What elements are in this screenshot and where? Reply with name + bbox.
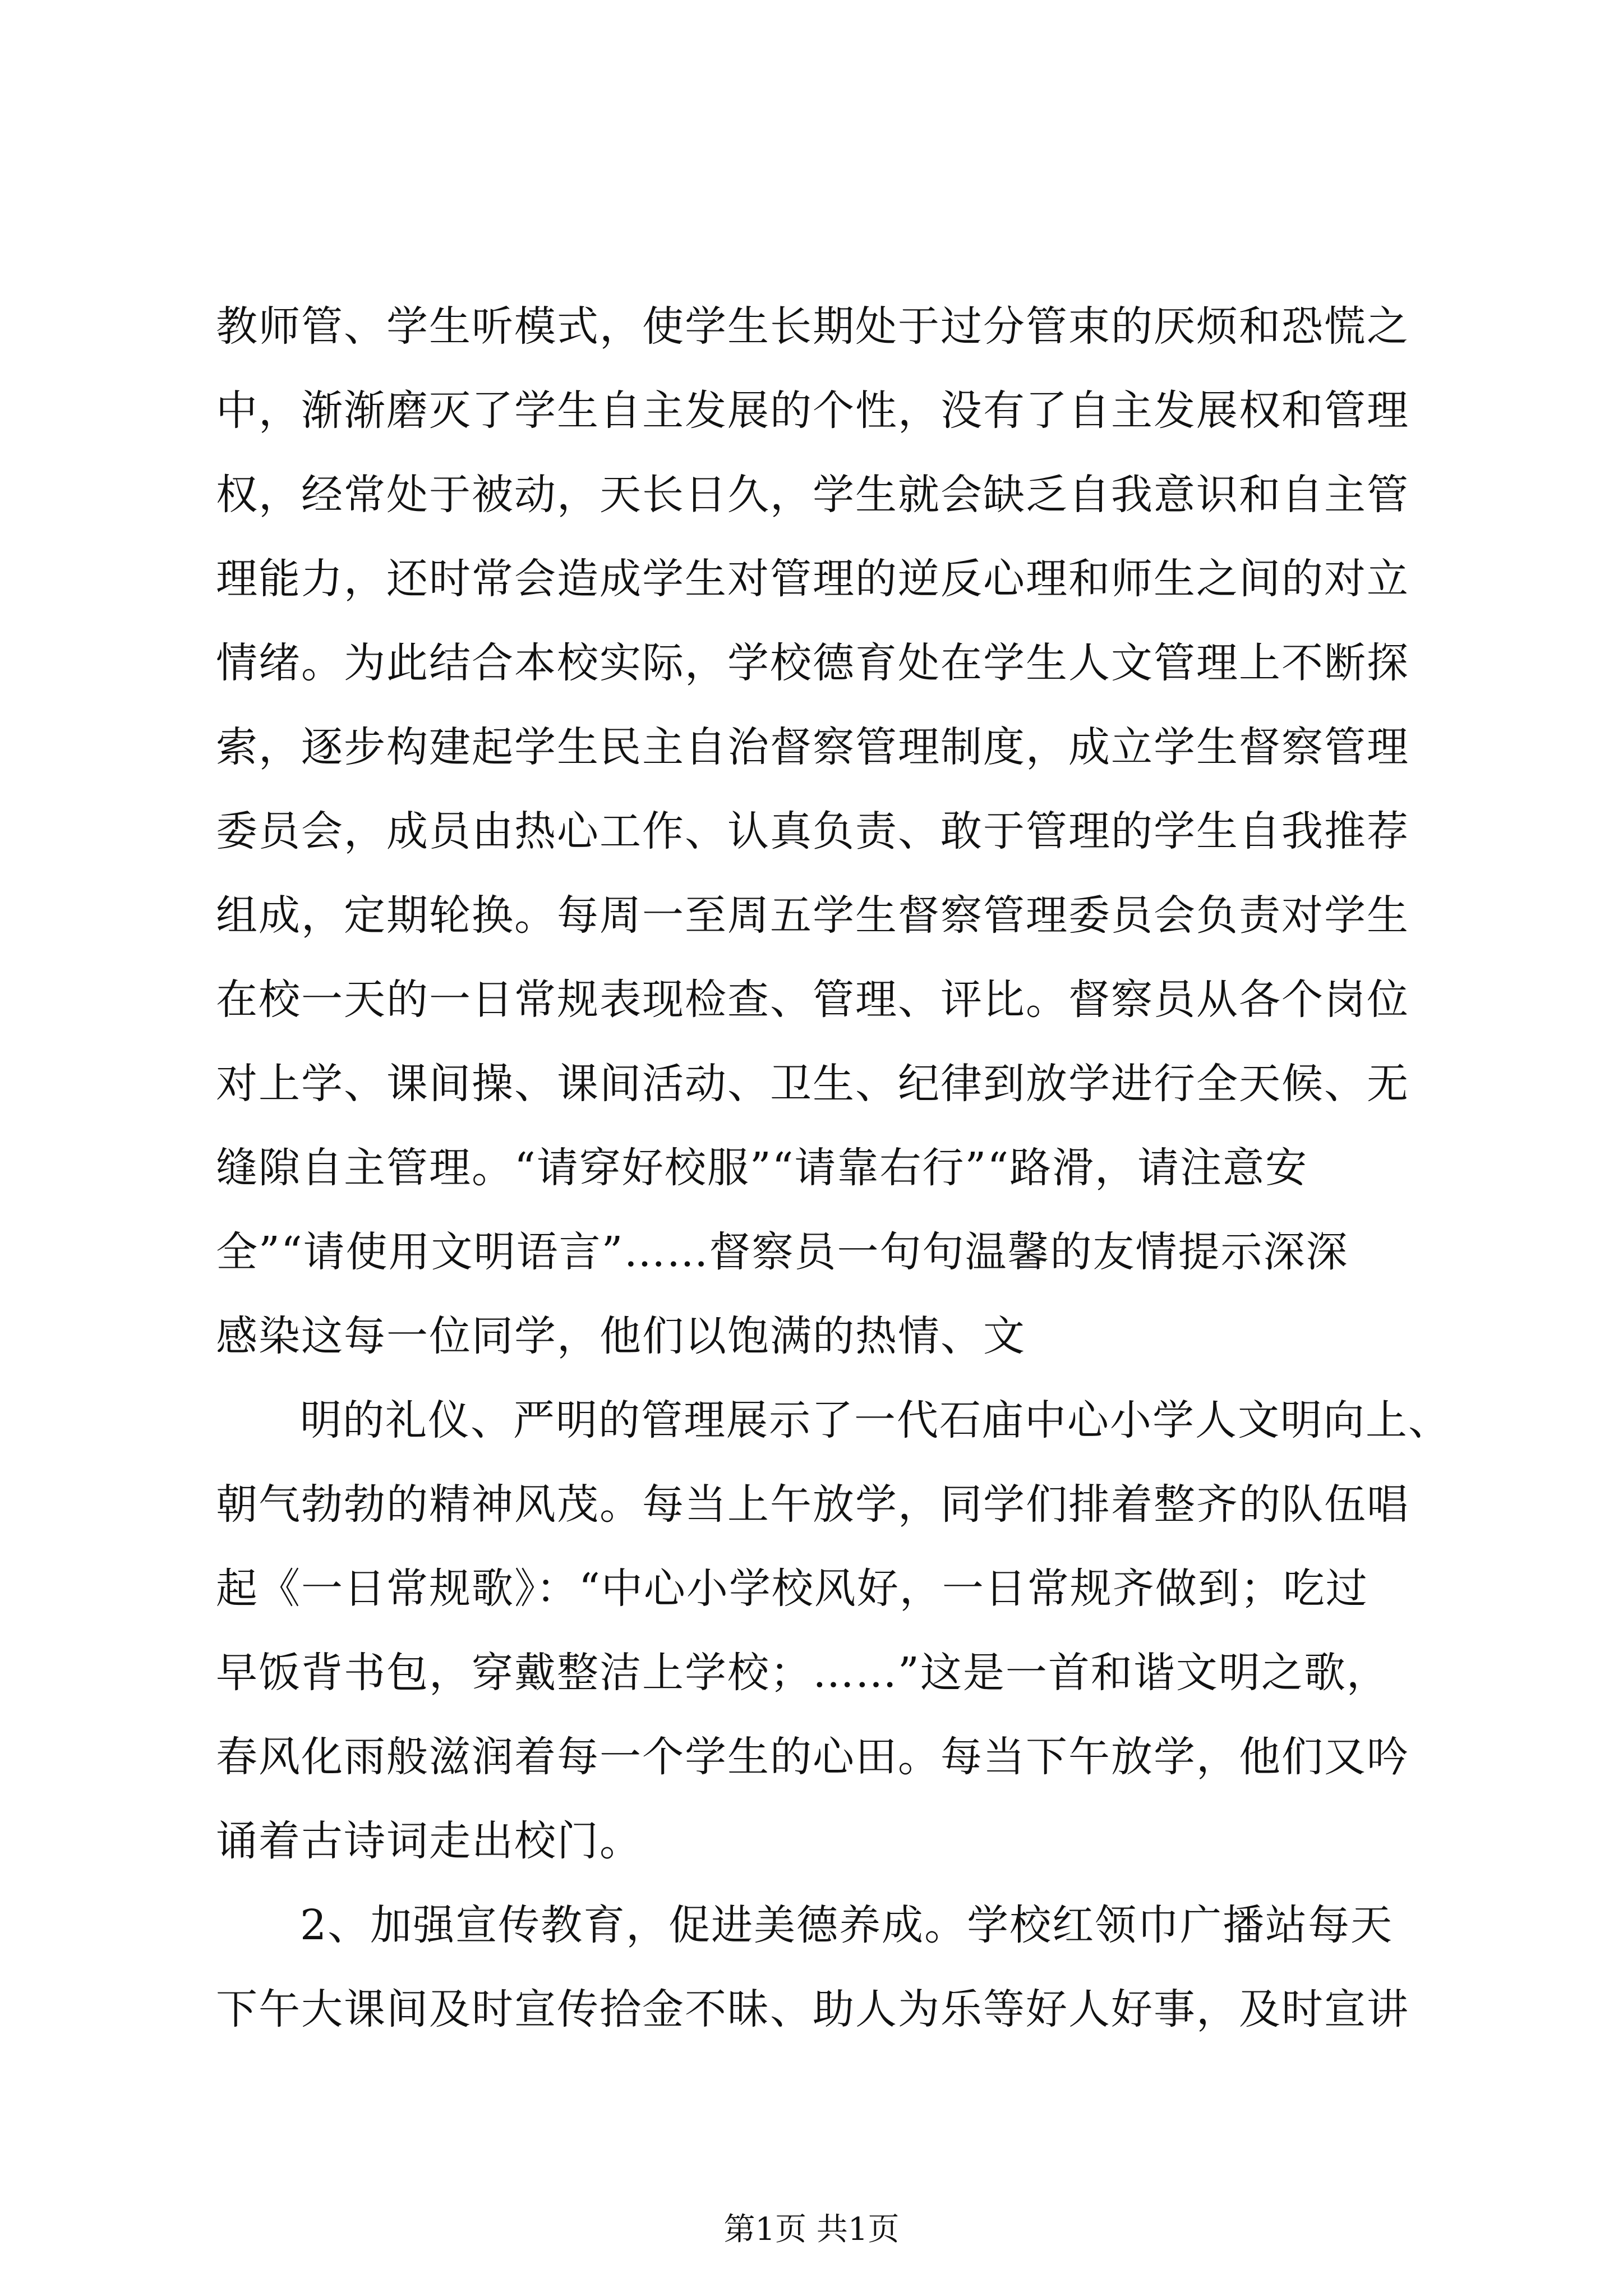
paragraph-1-line-9: 在校一天的一日常规表现检查、管理、评比。督察员从各个岗位 [216, 976, 1409, 1024]
paragraph-1-line-4: 理能力，还时常会造成学生对管理的逆反心理和师生之间的对立 [216, 555, 1409, 603]
paragraph-1-line-11: 缝隙自主管理。“请穿好校服”“请靠右行”“路滑，请注意安 [216, 1144, 1308, 1192]
paragraph-1-line-1: 教师管、学生听模式，使学生长期处于过分管束的厌烦和恐慌之 [216, 302, 1409, 351]
paragraph-1-line-7: 委员会，成员由热心工作、认真负责、敢于管理的学生自我推荐 [216, 807, 1409, 855]
paragraph-2-line-5: 春风化雨般滋润着每一个学生的心田。每当下午放学，他们又吟 [216, 1733, 1409, 1781]
paragraph-2-line-2: 朝气勃勃的精神风茂。每当上午放学，同学们排着整齐的队伍唱 [216, 1480, 1409, 1529]
paragraph-1-line-2: 中，渐渐磨灭了学生自主发展的个性，没有了自主发展权和管理 [216, 386, 1409, 435]
paragraph-2-line-4: 早饭背书包，穿戴整洁上学校；……”这是一首和谐文明之歌， [216, 1649, 1389, 1697]
paragraph-1-line-13: 感染这每一位同学，他们以饱满的热情、文 [216, 1312, 1026, 1360]
paragraph-1-line-3: 权，经常处于被动，天长日久，学生就会缺乏自我意识和自主管 [216, 471, 1409, 519]
page-number-footer: 第1页 共1页 [723, 2211, 900, 2248]
paragraph-2-line-3: 起《一日常规歌》：“中心小学校风好，一日常规齐做到；吃过 [216, 1565, 1368, 1613]
paragraph-2-line-1: 明的礼仪、严明的管理展示了一代石庙中心小学人文明向上、 [300, 1396, 1451, 1444]
paragraph-1-line-6: 索，逐步构建起学生民主自治督察管理制度，成立学生督察管理 [216, 723, 1409, 771]
paragraph-3-line-1: 2、加强宣传教育，促进美德养成。学校红领巾广播站每天 [300, 1901, 1394, 1949]
paragraph-2-line-6: 诵着古诗词走出校门。 [216, 1817, 642, 1865]
paragraph-1-line-8: 组成，定期轮换。每周一至周五学生督察管理委员会负责对学生 [216, 891, 1409, 940]
paragraph-1-line-5: 情绪。为此结合本校实际，学校德育处在学生人文管理上不断探 [216, 639, 1409, 687]
paragraph-1-line-12: 全”“请使用文明语言”……督察员一句句温馨的友情提示深深 [216, 1228, 1349, 1276]
paragraph-3-line-2: 下午大课间及时宣传拾金不昧、助人为乐等好人好事，及时宣讲 [216, 1985, 1409, 2033]
paragraph-1-line-10: 对上学、课间操、课间活动、卫生、纪律到放学进行全天候、无 [216, 1060, 1409, 1108]
